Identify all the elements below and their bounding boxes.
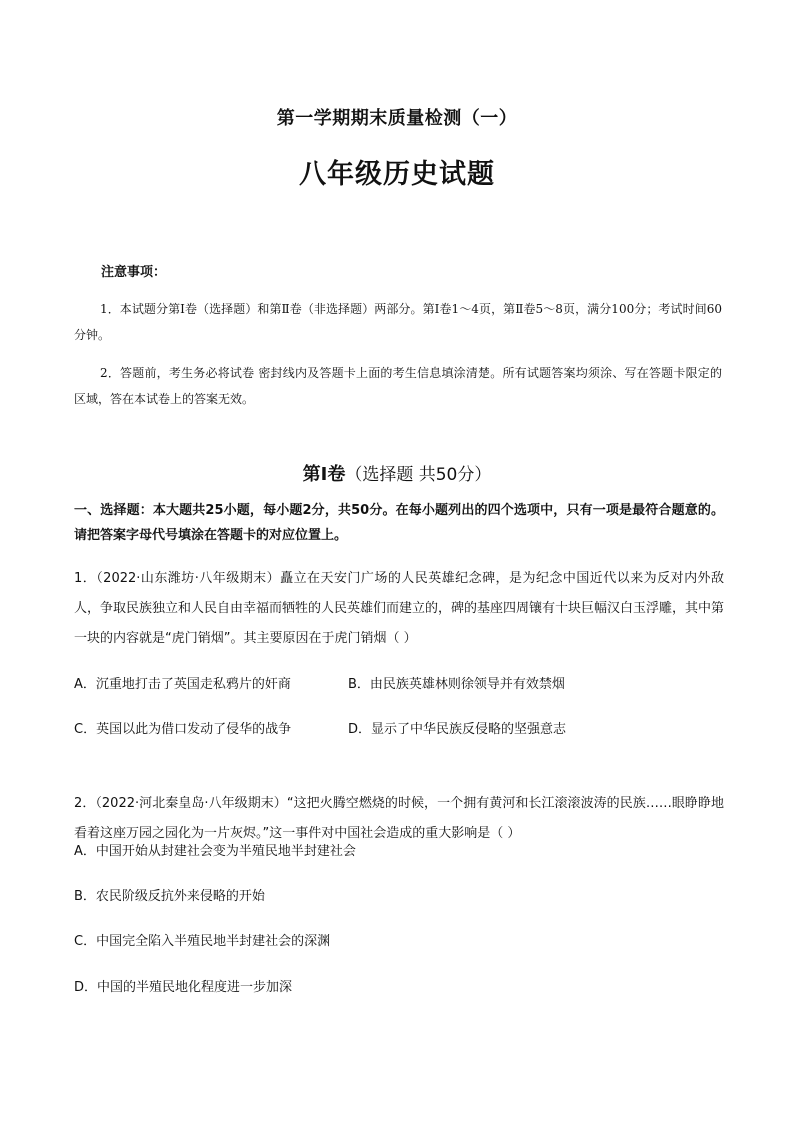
section-instruction: 一、选择题：本大题共25小题，每小题2分，共50分。在每小题列出的四个选项中，只有一项是最符合题意的。请把答案字母代号填涂在答题卡的对应位置上。: [74, 503, 724, 543]
notice-item-1: 1．本试题分第Ⅰ卷（选择题）和第Ⅱ卷（非选择题）两部分。第Ⅰ卷1～4页，第Ⅱ卷5～8页，满分100分；考试时间60分钟。: [74, 302, 722, 342]
question-1-option-c: C．英国以此为借口发动了侵华的战争: [74, 722, 292, 737]
section-heading: [0, 460, 794, 486]
question-1-option-d: D．显示了中华民族反侵略的坚强意志: [348, 722, 567, 737]
section-heading-note: （选择题 共50分）: [345, 465, 492, 485]
question-1-stem: 1．（2022·山东潍坊·八年级期末）矗立在天安门广场的人民英雄纪念碑，是为纪念中国近代以来为反对内外敌人，争取民族独立和人民自由幸福而牺牲的人民英雄们而建立的，碑的基座四周镶有十块巨幅汉白玉浮雕，其中第一块的内容就是“虎门销烟”。其主要原因在于虎门销烟（ ）: [74, 571, 725, 646]
question-2-option-b: B．农民阶级反抗外来侵略的开始: [74, 889, 265, 904]
question-1-option-b: B．由民族英雄林则徐领导并有效禁烟: [348, 677, 565, 692]
section-heading-title: 第Ⅰ卷: [302, 464, 346, 485]
question-1-option-a: A．沉重地打击了英国走私鸦片的奸商: [74, 677, 291, 692]
question-2-stem: 2．（2022·河北秦皇岛·八年级期末）“这把火腾空燃烧的时候，一个拥有黄河和长江滚滚波涛的民族……眼睁睁地看着这座万园之园化为一片灰烬。”这一事件对中国社会造成的重大影响是（ ）: [74, 796, 724, 841]
question-2-option-a: A．中国开始从封建社会变为半殖民地半封建社会: [74, 844, 356, 859]
exam-subtitle: 第一学期期末质量检测（一）: [276, 108, 518, 129]
question-2-option-c: C．中国完全陷入半殖民地半封建社会的深渊: [74, 934, 331, 949]
exam-title: 八年级历史试题: [299, 159, 495, 190]
question-2-option-d: D．中国的半殖民地化程度进一步加深: [74, 980, 293, 995]
notice-title: 注意事项：: [101, 265, 167, 280]
notice-item-2: 2．答题前，考生务必将试卷 密封线内及答题卡上面的考生信息填涂清楚。所有试题答案均须涂、写在答题卡限定的区域，答在本试卷上的答案无效。: [74, 366, 722, 406]
